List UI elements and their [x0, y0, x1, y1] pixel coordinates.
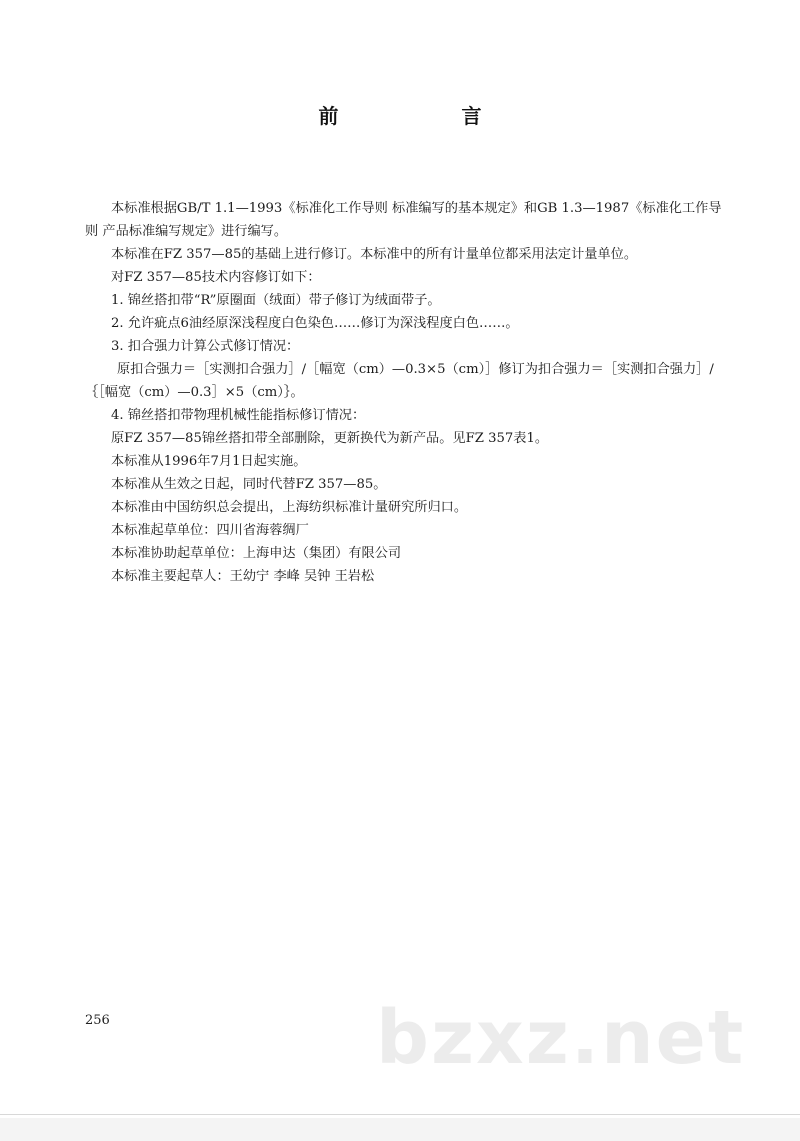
paragraph-replaces: 本标准从生效之日起，同时代替FZ 357—85。 [111, 477, 387, 492]
list-item-1: 1. 锦丝搭扣带“R”原圈面（绒面）带子修订为绒面带子。 [111, 293, 441, 308]
paragraph-assisting-unit: 本标准协助起草单位：上海申达（集团）有限公司 [111, 546, 402, 561]
paragraph-revision-basis: 本标准在FZ 357—85的基础上进行修订。本标准中的所有计量单位都采用法定计量单位。 [111, 247, 638, 262]
watermark: bzxz.net [376, 995, 746, 1081]
paragraph-effective-date: 本标准从1996年7月1日起实施。 [111, 454, 307, 469]
formula-paragraph: 原扣合强力＝［实测扣合强力］/［幅宽（cm）—0.3×5（cm）］修订为扣合强力＝［实测扣合强力］/｛［幅宽（cm）—0.3］×5（cm）｝。 [85, 362, 714, 400]
page-title: 前 言 [318, 104, 540, 128]
page-number: 256 [85, 1013, 110, 1028]
paragraph-deletion: 原FZ 357—85锦丝搭扣带全部删除，更新换代为新产品。见FZ 357表1。 [111, 431, 549, 446]
footer-divider [0, 1114, 800, 1115]
document-body [85, 197, 725, 588]
footer-band [0, 1118, 800, 1141]
paragraph-basis: 本标准根据GB/T 1.1—1993《标准化工作导则 标准编写的基本规定》和GB 1.3—1987《标准化工作导则 产品标准编写规定》进行编写。 [85, 201, 722, 239]
paragraph-drafting-unit: 本标准起草单位：四川省海蓉绸厂 [111, 523, 309, 538]
list-item-2: 2. 允许疵点6油经原深浅程度白色染色……修订为深浅程度白色……。 [111, 316, 519, 331]
paragraph-revision-intro: 对FZ 357—85技术内容修订如下： [111, 270, 321, 285]
paragraph-proposer: 本标准由中国纺织总会提出，上海纺织标准计量研究所归口。 [111, 500, 468, 515]
list-item-4: 4. 锦丝搭扣带物理机械性能指标修订情况： [111, 408, 366, 423]
list-item-3: 3. 扣合强力计算公式修订情况： [111, 339, 300, 354]
paragraph-drafters: 本标准主要起草人：王幼宁 李峰 吴钟 王岩松 [111, 569, 375, 584]
